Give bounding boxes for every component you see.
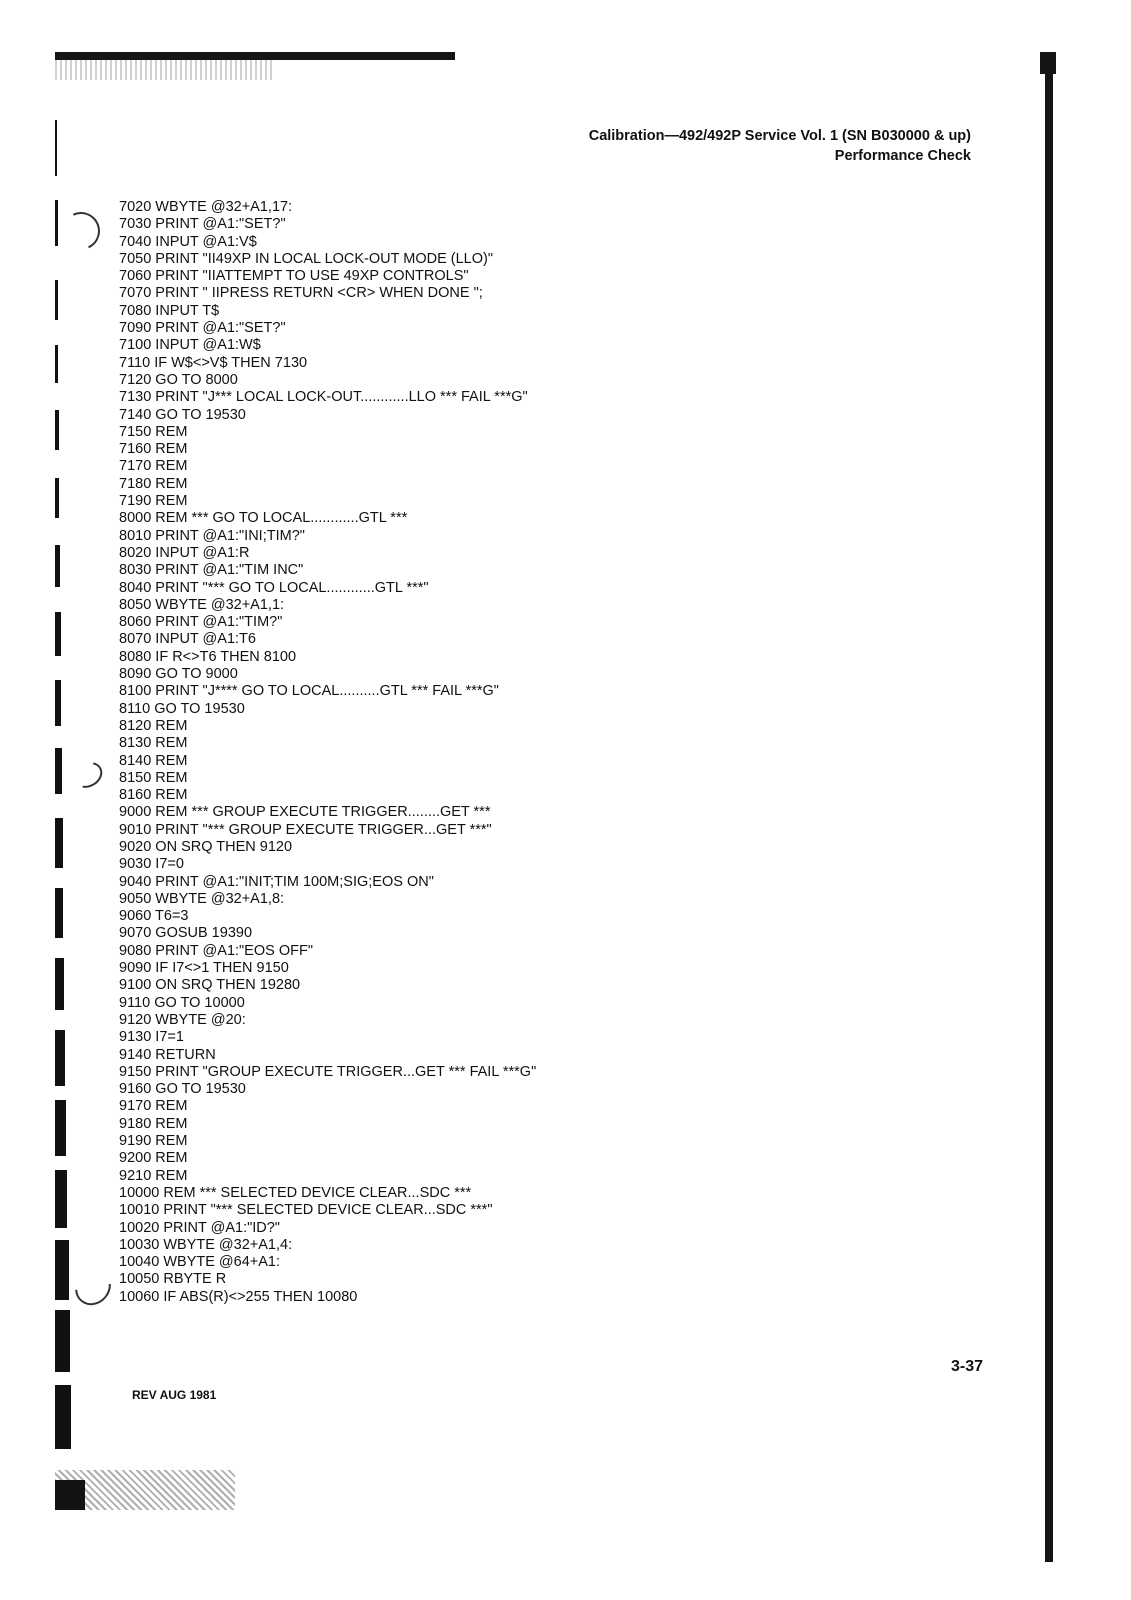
scan-bottom-block: [55, 1480, 85, 1510]
code-line: 8010 PRINT @A1:"INI;TIM?": [119, 527, 305, 544]
code-line: 9130 I7=1: [119, 1029, 184, 1046]
scan-binding-mark: [55, 1310, 70, 1372]
code-line: 8090 GO TO 9000: [119, 666, 238, 683]
code-line: 7050 PRINT "II49XP IN LOCAL LOCK-OUT MODE (LLO)": [119, 250, 493, 267]
code-line: 9100 ON SRQ THEN 19280: [119, 977, 301, 994]
scan-binding-mark: [55, 680, 61, 726]
code-line: 8060 PRINT @A1:"TIM?": [119, 614, 283, 631]
code-line: 9180 REM: [119, 1115, 188, 1132]
code-line: 9080 PRINT @A1:"EOS OFF": [119, 942, 313, 959]
code-line: 10040 WBYTE @64+A1:: [119, 1254, 281, 1271]
scan-binding-mark: [55, 410, 59, 450]
code-line: 7130 PRINT "J*** LOCAL LOCK-OUT............LLO *** FAIL ***G": [119, 389, 528, 406]
code-line: 9000 REM *** GROUP EXECUTE TRIGGER........GET ***: [119, 804, 491, 821]
code-listing: [119, 199, 536, 1306]
code-line: 8160 REM: [119, 787, 188, 804]
scan-curl-mark: [57, 207, 106, 256]
code-line: 7170 REM: [119, 458, 188, 475]
scan-binding-mark: [55, 1100, 66, 1156]
code-line: 8100 PRINT "J**** GO TO LOCAL..........GTL *** FAIL ***G": [119, 683, 499, 700]
code-line: 8080 IF R<>T6 THEN 8100: [119, 648, 297, 665]
header-subtitle: Performance Check: [834, 148, 971, 164]
code-line: 7070 PRINT " IIPRESS RETURN <CR> WHEN DONE ";: [119, 285, 483, 302]
code-line: 9150 PRINT "GROUP EXECUTE TRIGGER...GET *** FAIL ***G": [119, 1063, 537, 1080]
code-line: 9020 ON SRQ THEN 9120: [119, 838, 293, 855]
code-line: 7160 REM: [119, 441, 188, 458]
page-number: 3-37: [951, 1358, 984, 1375]
header-title: Calibration—492/492P Service Vol. 1 (SN B030000 & up): [588, 128, 971, 144]
code-line: 7150 REM: [119, 423, 188, 440]
code-line: 9210 REM: [119, 1167, 188, 1184]
scan-binding-mark: [55, 888, 63, 938]
code-line: 9050 WBYTE @32+A1,8:: [119, 890, 285, 907]
code-line: 9120 WBYTE @20:: [119, 1011, 246, 1028]
scan-binding-mark: [55, 280, 58, 320]
code-line: 9030 I7=0: [119, 856, 184, 873]
code-line: 9170 REM: [119, 1098, 188, 1115]
scan-binding-mark: [55, 1240, 69, 1300]
code-line: 7060 PRINT "IIATTEMPT TO USE 49XP CONTROLS": [119, 268, 469, 285]
code-line: 7110 IF W$<>V$ THEN 7130: [119, 354, 308, 371]
code-line: 7030 PRINT @A1:"SET?": [119, 216, 286, 233]
code-line: 9040 PRINT @A1:"INIT;TIM 100M;SIG;EOS ON": [119, 873, 434, 890]
code-line: 7100 INPUT @A1:W$: [119, 337, 261, 354]
scan-curl-mark: [69, 757, 107, 793]
code-line: 9110 GO TO 10000: [119, 994, 245, 1011]
scan-binding-mark: [55, 748, 62, 794]
code-line: 7040 INPUT @A1:V$: [119, 233, 257, 250]
code-line: 8120 REM: [119, 717, 188, 734]
code-line: 10060 IF ABS(R)<>255 THEN 10080: [119, 1288, 358, 1305]
code-line: 9060 T6=3: [119, 908, 189, 925]
scan-binding-mark: [55, 200, 58, 246]
scan-binding-mark: [55, 612, 61, 656]
code-line: 10050 RBYTE R: [119, 1271, 227, 1288]
code-line: 7080 INPUT T$: [119, 302, 220, 319]
code-line: 7180 REM: [119, 475, 188, 492]
scan-binding-mark: [55, 958, 64, 1010]
scan-binding-mark: [55, 345, 58, 383]
code-line: 10030 WBYTE @32+A1,4:: [119, 1236, 293, 1253]
code-line: 10020 PRINT @A1:"ID?": [119, 1219, 280, 1236]
scan-binding-mark: [55, 1030, 65, 1086]
scan-binding-mark: [55, 478, 59, 518]
code-line: 7120 GO TO 8000: [119, 371, 238, 388]
code-line: 8040 PRINT "*** GO TO LOCAL............GTL ***": [119, 579, 429, 596]
page-header: [589, 126, 971, 166]
code-line: 8000 REM *** GO TO LOCAL............GTL ***: [119, 510, 408, 527]
code-line: 8150 REM: [119, 769, 188, 786]
code-line: 7020 WBYTE @32+A1,17:: [119, 199, 293, 215]
code-line: 8050 WBYTE @32+A1,1:: [119, 596, 285, 613]
code-line: 8020 INPUT @A1:R: [119, 544, 250, 561]
code-line: 7190 REM: [119, 493, 188, 510]
scan-right-edge: [1045, 52, 1053, 1562]
code-line: 9160 GO TO 19530: [119, 1081, 246, 1098]
code-line: 9010 PRINT "*** GROUP EXECUTE TRIGGER...GET ***": [119, 821, 492, 838]
scan-curl-mark: [68, 1262, 118, 1313]
code-line: 9090 IF I7<>1 THEN 9150: [119, 960, 289, 977]
code-line: 9190 REM: [119, 1133, 188, 1150]
scan-binding-mark: [55, 1385, 71, 1449]
code-line: 8110 GO TO 19530: [119, 700, 245, 717]
code-line: 10000 REM *** SELECTED DEVICE CLEAR...SDC ***: [119, 1184, 472, 1201]
code-line: 8070 INPUT @A1:T6: [119, 631, 256, 648]
code-line: 7090 PRINT @A1:"SET?": [119, 320, 286, 337]
revision-date: REV AUG 1981: [132, 1388, 217, 1402]
code-line: 9070 GOSUB 19390: [119, 925, 253, 942]
code-line: 7140 GO TO 19530: [119, 406, 246, 423]
code-line: 9140 RETURN: [119, 1046, 216, 1063]
scan-noise-top: [55, 60, 275, 80]
scan-binding-mark: [55, 818, 63, 868]
scan-top-rule: [55, 52, 455, 60]
code-line: 9200 REM: [119, 1150, 188, 1167]
code-line: 8130 REM: [119, 735, 188, 752]
scan-binding-mark: [55, 120, 57, 176]
code-line: 8030 PRINT @A1:"TIM INC": [119, 562, 304, 579]
scan-binding-mark: [55, 1170, 67, 1228]
code-line: 10010 PRINT "*** SELECTED DEVICE CLEAR...SDC ***": [119, 1202, 493, 1219]
code-line: 8140 REM: [119, 752, 188, 769]
scan-binding-mark: [55, 545, 60, 587]
